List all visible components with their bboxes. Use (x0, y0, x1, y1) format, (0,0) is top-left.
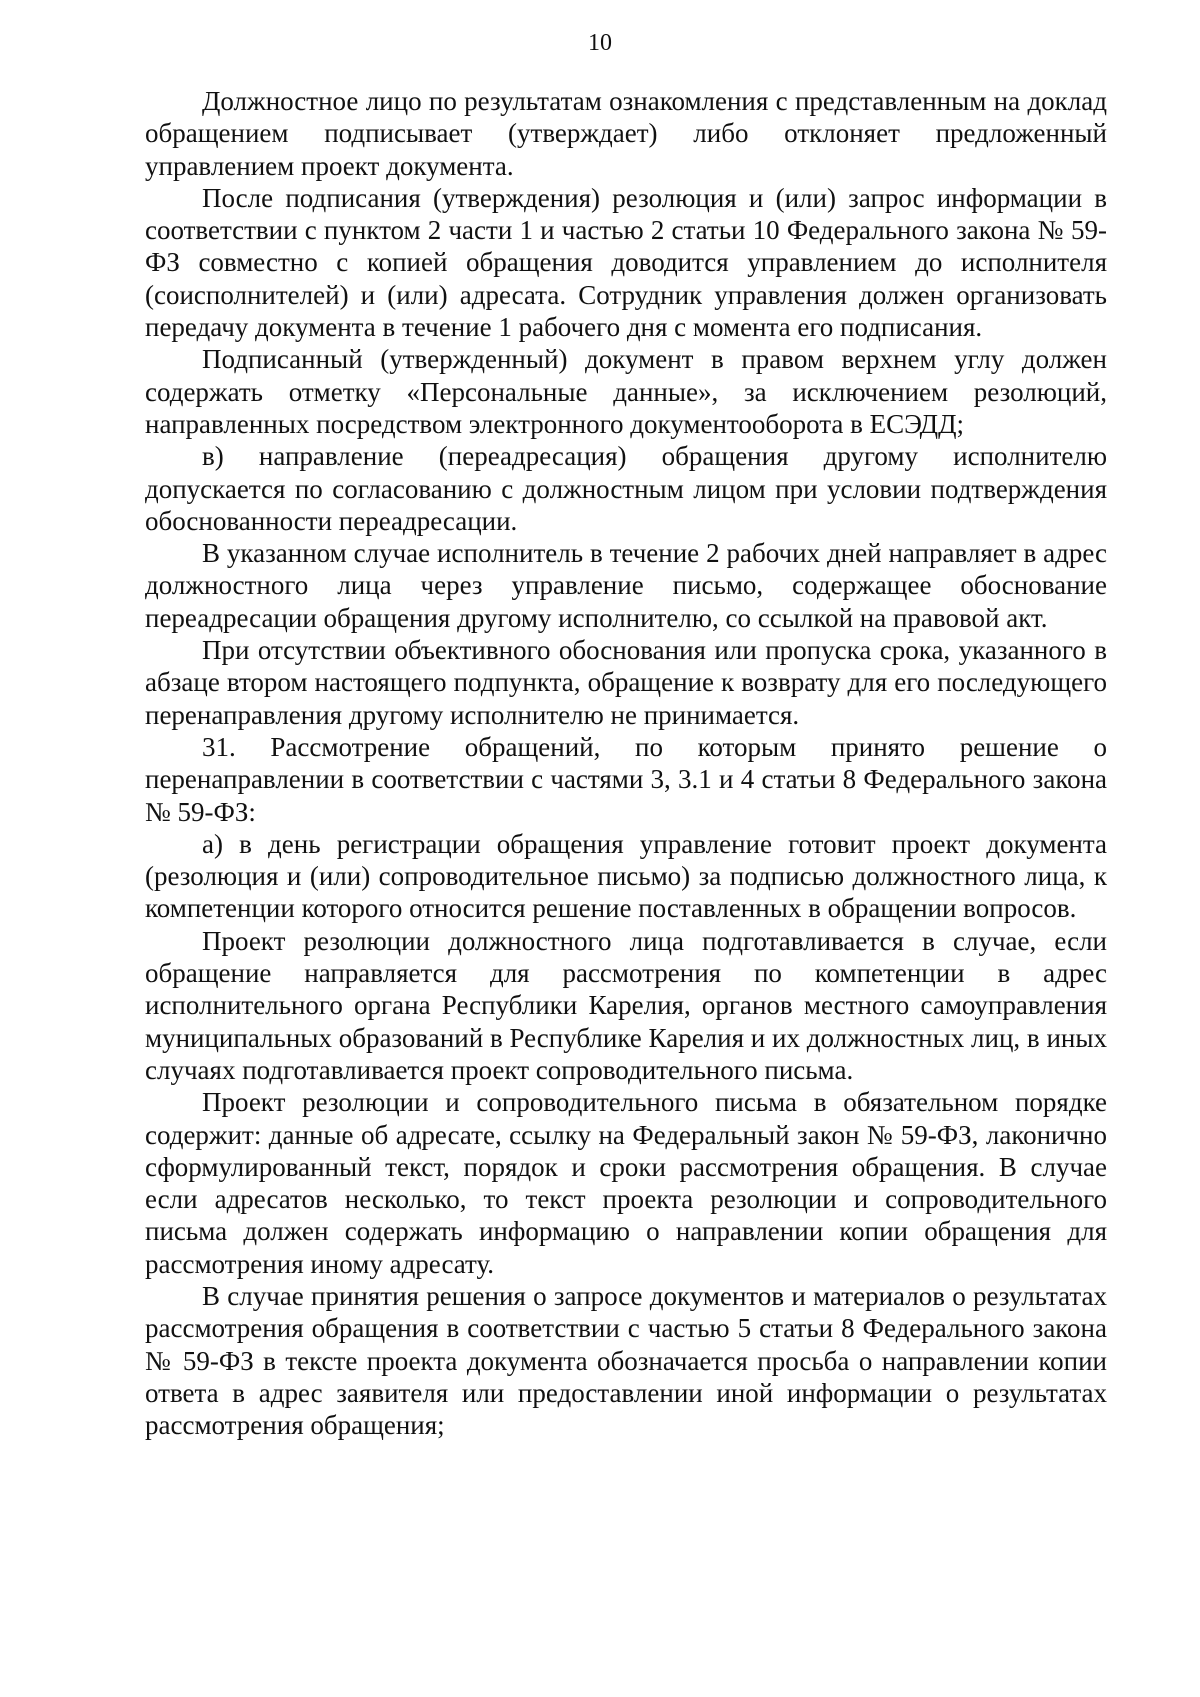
page-number: 10 (588, 30, 612, 56)
paragraph-1: Должностное лицо по результатам ознакомления с представленным на доклад обращением подписывает (утверждает) либо отклоняет предложенный управлением проект документа. (145, 86, 1107, 181)
paragraph-11: В случае принятия решения о запросе документов и материалов о результатах рассмотрения обращения в соответствии с частью 5 статьи 8 Федерального закона № 59-ФЗ в тексте проекта документа обозначается просьба о направлении копии ответа в адрес заявителя или предоставлении иной информации о результатах рассмотрения обращения; (145, 1280, 1107, 1441)
paragraph-9: Проект резолюции должностного лица подготавливается в случае, если обращение направляется для рассмотрения по компетенции в адрес исполнительного органа Республики Карелия, органов местного самоуправления муниципальных образований в Республике Карелия и их должностных лиц, в иных случаях подготавливается проект сопроводительного письма. (145, 925, 1107, 1085)
paragraph-3: Подписанный (утвержденный) документ в правом верхнем углу должен содержать отметку «Персональные данные», за исключением резолюций, направленных посредством электронного документооборота в ЕСЭДД; (145, 344, 1107, 439)
paragraph-7: 31. Рассмотрение обращений, по которым принято решение о перенаправлении в соответствии с частями 3, 3.1 и 4 статьи 8 Федерального закона № 59-ФЗ: (145, 731, 1107, 827)
paragraph-2: После подписания (утверждения) резолюция и (или) запрос информации в соответствии с пунктом 2 части 1 и частью 2 статьи 10 Федерального закона № 59-ФЗ совместно с копией обращения доводится управлением до исполнителя (соисполнителей) и (или) адресата. Сотрудник управления должен организовать передачу документа в течение 1 рабочего дня с момента его подписания. (145, 182, 1107, 343)
paragraph-5: В указанном случае исполнитель в течение 2 рабочих дней направляет в адрес должностного лица через управление письмо, содержащее обоснование переадресации обращения другому исполнителю, со ссылкой на правовой акт. (145, 538, 1107, 633)
paragraph-6: При отсутствии объективного обоснования или пропуска срока, указанного в абзаце втором настоящего подпункта, обращение к возврату для его последующего перенаправления другому исполнителю не принимается. (145, 635, 1107, 730)
paragraph-10: Проект резолюции и сопроводительного письма в обязательном порядке содержит: данные об адресате, ссылку на Федеральный закон № 59-ФЗ, лаконично сформулированный текст, порядок и сроки рассмотрения обращения. В случае если адресатов несколько, то текст проекта резолюции и сопроводительного письма должен содержать информацию о направлении копии обращения для рассмотрения иному адресату. (145, 1087, 1107, 1279)
document-body (145, 85, 1107, 1441)
paragraph-4: в) направление (переадресация) обращения другому исполнителю допускается по согласованию с должностным лицом при условии подтверждения обоснованности переадресации. (145, 441, 1107, 536)
paragraph-8: а) в день регистрации обращения управление готовит проект документа (резолюция и (или) сопроводительное письмо) за подписью должностного лица, к компетенции которого относится решение поставленных в обращении вопросов. (145, 828, 1107, 924)
